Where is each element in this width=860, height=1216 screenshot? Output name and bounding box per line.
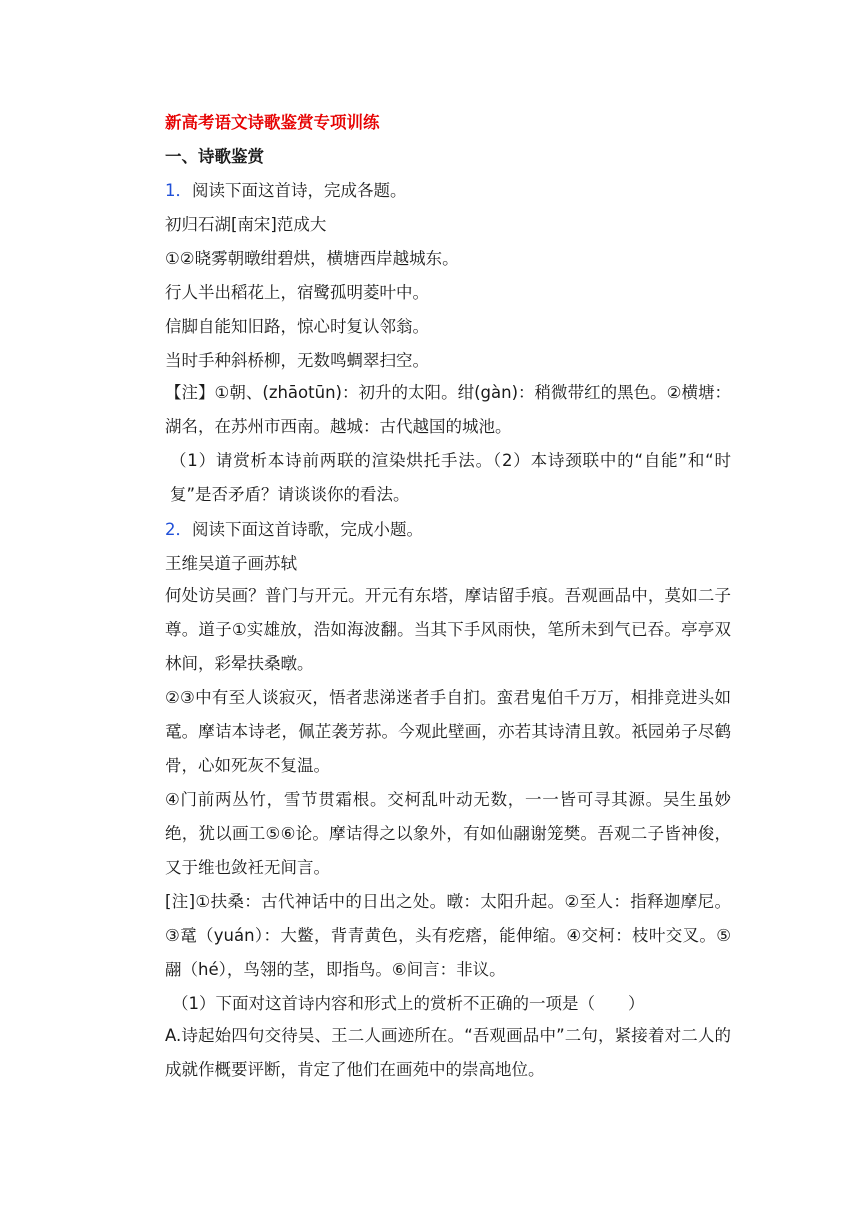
question-1-subquestions bbox=[170, 444, 731, 512]
poem-1-line-3: 信脚自能知旧路，惊心时复认邻翁。 bbox=[165, 317, 429, 336]
question-1-prompt-text: 阅读下面这首诗，完成各题。 bbox=[192, 181, 407, 200]
poem-1-title: 初归石湖[南宋]范成大 bbox=[165, 215, 327, 234]
question-1-subquestions-text: （1）请赏析本诗前两联的渲染烘托手法。（2）本诗颈联中的“自能”和“时复”是否矛盾？请谈谈你的看法。 bbox=[170, 451, 731, 505]
question-2-number: 2． bbox=[165, 520, 192, 539]
doc-title: 新高考语文诗歌鉴赏专项训练 bbox=[165, 113, 380, 132]
question-1-number: 1． bbox=[165, 181, 192, 200]
question-2-prompt bbox=[165, 520, 735, 540]
poem-1-note: 【注】①朝、(zhāotūn)：初升的太阳。绀(gàn)：稍微带红的黑色。②横塘：湖名，在苏州市西南。越城：古代越国的城池。 bbox=[165, 383, 731, 437]
poem-2-paragraph-2: ②③中有至人谈寂灭，悟者悲涕迷者手自扪。蛮君鬼伯千万万，相排竞进头如鼋。摩诘本诗老，佩芷袭芳荪。今观此壁画，亦若其诗清且敦。祇园弟子尽鹤骨，心如死灰不复温。 bbox=[165, 688, 731, 776]
question-2-option-a: A.诗起始四句交待吴、王二人画迹所在。“吾观画品中”二句，紧接着对二人的成就作概要评断，肯定了他们在画苑中的崇高地位。 bbox=[165, 1026, 731, 1080]
poem-2-title: 王维吴道子画苏轼 bbox=[165, 554, 297, 573]
poem-1-line-2: 行人半出稻花上，宿鹭孤明菱叶中。 bbox=[165, 283, 429, 302]
poem-1-line-4: 当时手种斜桥柳，无数鸣蜩翠扫空。 bbox=[165, 351, 429, 370]
section-heading: 一、诗歌鉴赏 bbox=[165, 147, 264, 166]
question-1-prompt bbox=[165, 181, 735, 201]
question-2-prompt-text: 阅读下面这首诗歌，完成小题。 bbox=[192, 520, 423, 539]
poem-1-line-1: ①②晓雾朝暾绀碧烘，横塘西岸越城东。 bbox=[165, 249, 459, 268]
poem-2-note: [注]①扶桑：古代神话中的日出之处。暾：太阳升起。②至人：指释迦摩尼。③鼋（yuán）：大鳖，背青黄色，头有疙瘩，能伸缩。④交柯：枝叶交叉。⑤翮（hé），鸟翎的茎，即指鸟。⑥间言：非议。 bbox=[165, 892, 731, 980]
poem-2-paragraph-1: 何处访吴画？普门与开元。开元有东塔，摩诘留手痕。吾观画品中，莫如二子尊。道子①实雄放，浩如海波翻。当其下手风雨快，笔所未到气已吞。亭亭双林间，彩晕扶桑暾。 bbox=[165, 586, 731, 674]
question-2-subquestion-1: （1）下面对这首诗内容和形式上的赏析不正确的一项是（ ） bbox=[172, 994, 645, 1013]
poem-2-paragraph-3: ④门前两丛竹，雪节贯霜根。交柯乱叶动无数，一一皆可寻其源。吴生虽妙绝，犹以画工⑤⑥论。摩诘得之以象外，有如仙翮谢笼樊。吾观二子皆神俊，又于维也敛衽无间言。 bbox=[165, 790, 731, 878]
